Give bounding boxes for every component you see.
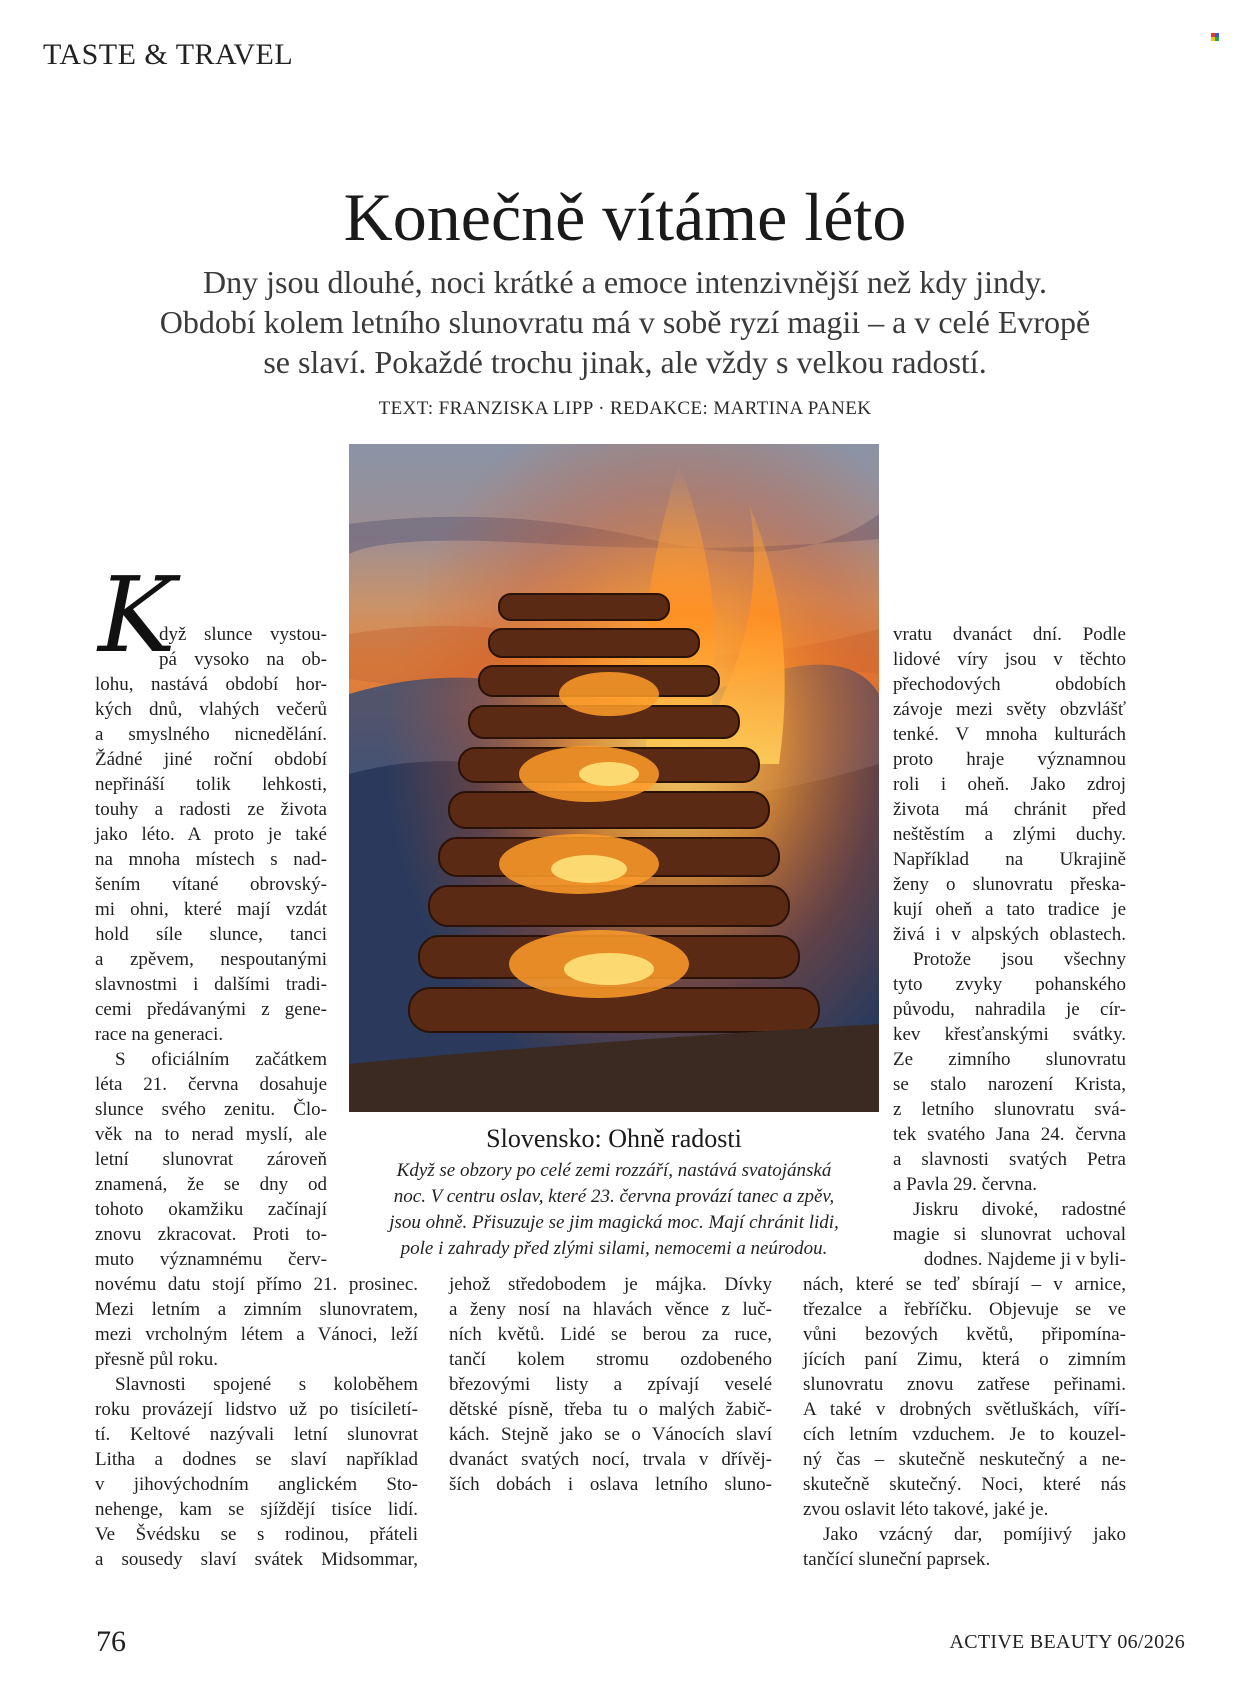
section-label: TASTE & TRAVEL xyxy=(43,38,294,71)
body-line: neštěstím a zlými duchy. xyxy=(893,824,1126,845)
body-line: a zpěvem, nespoutanými xyxy=(95,949,327,970)
body-line: vratu dvanáct dní. Podle xyxy=(893,624,1126,645)
body-line: kých dnů, vlahých večerů xyxy=(95,699,327,720)
body-line: S oficiálním začátkem xyxy=(115,1049,327,1070)
body-line: skutečně skutečný. Noci, které nás xyxy=(803,1474,1126,1495)
body-line: Slavnosti spojené s koloběhem xyxy=(115,1374,418,1395)
body-line: magie si slunovrat uchoval xyxy=(893,1224,1126,1245)
body-line: kev křesťanskými svátky. xyxy=(893,1024,1126,1045)
body-line: kují oheň a tato tradice je xyxy=(893,899,1126,920)
registration-mark xyxy=(1211,33,1219,41)
bonfire-illustration xyxy=(349,444,879,1112)
body-line: přesně půl roku. xyxy=(95,1349,218,1370)
body-line: race na generaci. xyxy=(95,1024,224,1045)
body-line: tí. Keltové nazývali letní slunovrat xyxy=(95,1424,418,1445)
body-line: ších dobách i oslava letního sluno- xyxy=(449,1474,772,1495)
body-line: pá vysoko na ob- xyxy=(159,649,327,670)
body-line: jako léto. A proto je také xyxy=(95,824,327,845)
photo-caption xyxy=(352,1158,876,1262)
magazine-issue: ACTIVE BEAUTY 06/2026 xyxy=(949,1631,1185,1653)
body-line: z letního slunovratu svá- xyxy=(893,1099,1126,1120)
body-line: nehenge, kam se sjíždějí tisíce lidí. xyxy=(95,1499,418,1520)
body-line: znamená, že se dny od xyxy=(95,1174,327,1195)
body-line: znovu zkracovat. Proti to- xyxy=(95,1224,327,1245)
body-line: věk na to nerad myslí, ale xyxy=(95,1124,327,1145)
body-line: Žádné jiné roční období xyxy=(95,749,327,770)
body-line: šením vítané obrovský- xyxy=(95,874,327,895)
body-column-1 xyxy=(95,622,327,1272)
body-line: novému datu stojí přímo 21. prosinec. xyxy=(95,1274,418,1295)
body-line: touhy a radosti ze života xyxy=(95,799,327,820)
body-line: dvanáct svatých nocí, trvala v dřívěj- xyxy=(449,1449,772,1470)
body-line: lidové víry jsou v těchto xyxy=(893,649,1126,670)
caption-line: pole i zahrady před zlými silami, nemocemi a neúrodou. xyxy=(400,1238,828,1259)
page-number: 76 xyxy=(96,1625,126,1658)
body-line: původu, nahradila je cír- xyxy=(893,999,1126,1020)
body-line: a sousedy slaví svátek Midsommar, xyxy=(95,1549,418,1570)
body-line: léta 21. června dosahuje xyxy=(95,1074,327,1095)
body-line: přechodových obdobích xyxy=(893,674,1126,695)
body-line: Například na Ukrajině xyxy=(893,849,1126,870)
body-line: života má chránit před xyxy=(893,799,1126,820)
body-line: a slavnosti svatých Petra xyxy=(893,1149,1126,1170)
body-line: Ve Švédsku se s rodinou, přáteli xyxy=(95,1524,418,1545)
body-line: cemi předávanými z gene- xyxy=(95,999,327,1020)
caption-line: Když se obzory po celé zemi rozzáří, nastává svatojánská xyxy=(396,1160,832,1181)
body-column-2 xyxy=(449,1272,772,1497)
body-line: nách, které se teď sbírají – v arnice, xyxy=(803,1274,1126,1295)
body-line: a Pavla 29. června. xyxy=(893,1174,1038,1195)
lead-line: Dny jsou dlouhé, noci krátké a emoce intenzivnější než kdy jindy. xyxy=(203,264,1047,300)
body-line: v jihovýchodním anglickém Sto- xyxy=(95,1474,418,1495)
body-line: mi ohni, které mají vzdát xyxy=(95,899,327,920)
body-line: jehož středobodem je májka. Dívky xyxy=(449,1274,772,1295)
body-line: a ženy nosí na hlavách věnce z luč- xyxy=(449,1299,772,1320)
body-column-3-lower xyxy=(803,1272,1126,1572)
body-line: třezalce a řebříčku. Objevuje se ve xyxy=(803,1299,1126,1320)
body-line: nepřináší tolik lehkosti, xyxy=(95,774,327,795)
caption-line: jsou ohně. Přisuzuje se jim magická moc. Mají chránit lidi, xyxy=(389,1212,839,1233)
body-line: hold síle slunce, tanci xyxy=(95,924,327,945)
body-line: Jiskru divoké, radostné xyxy=(913,1199,1126,1220)
body-column-3 xyxy=(893,622,1126,1272)
body-line: dodnes. Najdeme ji v byli- xyxy=(923,1249,1126,1270)
body-line: lohu, nastává období hor- xyxy=(95,674,327,695)
drop-cap: K xyxy=(98,554,176,676)
article-credits: TEXT: FRANZISKA LIPP · REDAKCE: MARTINA PANEK xyxy=(378,398,872,419)
lead-line: se slaví. Pokaždé trochu jinak, ale vždy s velkou radostí. xyxy=(263,344,987,380)
body-line: Mezi letním a zimním slunovratem, xyxy=(95,1299,418,1320)
body-line: ženy o slunovratu přeska- xyxy=(893,874,1126,895)
body-line: proto hraje významnou xyxy=(893,749,1126,770)
body-line: muto významnému červ- xyxy=(95,1249,327,1270)
body-line: Ze zimního slunovratu xyxy=(893,1049,1126,1070)
body-line: ný čas – skutečně neskutečný a ne- xyxy=(803,1449,1126,1470)
body-line: tančící sluneční paprsek. xyxy=(803,1549,991,1570)
body-line: slavnostmi i dalšími tradi- xyxy=(95,974,327,995)
body-column-1-lower xyxy=(95,1272,418,1572)
body-line: tohoto okamžiku začínají xyxy=(95,1199,327,1220)
body-line: živá i v alpských oblastech. xyxy=(893,924,1126,945)
body-line: zvou oslavit léto takové, jaké je. xyxy=(803,1499,1049,1520)
body-line: březovými listy a zpívají veselé xyxy=(449,1374,772,1395)
body-line: roku provázejí lidstvo už po tisíciletí- xyxy=(95,1399,418,1420)
body-line: jících paní Zimu, která o zimním xyxy=(803,1349,1126,1370)
article-title: Konečně vítáme léto xyxy=(343,179,907,255)
body-line: a smyslného nicnedělání. xyxy=(95,724,327,745)
photo-caption-title: Slovensko: Ohně radosti xyxy=(486,1124,742,1153)
body-line: ních květů. Lidé se berou za ruce, xyxy=(449,1324,772,1345)
body-line: mezi vrcholným létem a Vánoci, leží xyxy=(95,1324,418,1345)
body-line: Protože jsou všechny xyxy=(913,949,1126,970)
body-line: Litha a dodnes se slaví například xyxy=(95,1449,418,1470)
body-line: dyž slunce vystou- xyxy=(159,624,327,645)
article-lead xyxy=(100,262,1150,382)
body-line: tančí kolem stromu ozdobeného xyxy=(449,1349,772,1370)
body-line: tek svatého Jana 24. června xyxy=(893,1124,1126,1145)
body-line: slunce svého zenitu. Člo- xyxy=(95,1099,327,1120)
body-line: letní slunovrat zároveň xyxy=(95,1149,327,1170)
body-line: na mnoha místech s nad- xyxy=(95,849,327,870)
caption-line: noc. V centru oslav, které 23. června provází tanec a zpěv, xyxy=(393,1186,835,1207)
body-line: závoje mezi světy obzvlášť xyxy=(893,699,1126,720)
body-line: se stalo narození Krista, xyxy=(893,1074,1126,1095)
body-line: vůni bezových květů, připomína- xyxy=(803,1324,1126,1345)
body-line: tyto zvyky pohanského xyxy=(893,974,1126,995)
body-line: tenké. V mnoha kulturách xyxy=(893,724,1126,745)
body-line: slunovratu znovu zatřese peřinami. xyxy=(803,1374,1126,1395)
bonfire-photo xyxy=(349,444,879,1112)
body-line: roli i oheň. Jako zdroj xyxy=(893,774,1126,795)
body-line: kách. Stejně jako se o Vánocích slaví xyxy=(449,1424,772,1445)
body-line: dětské písně, třeba tu o malých žabič- xyxy=(449,1399,772,1420)
body-line: cích letním vzduchem. Je to kouzel- xyxy=(803,1424,1126,1445)
lead-line: Období kolem letního slunovratu má v sobě ryzí magii – a v celé Evropě xyxy=(159,304,1091,340)
body-line: A také v drobných světluškách, víří- xyxy=(803,1399,1126,1420)
body-line: Jako vzácný dar, pomíjivý jako xyxy=(823,1524,1126,1545)
